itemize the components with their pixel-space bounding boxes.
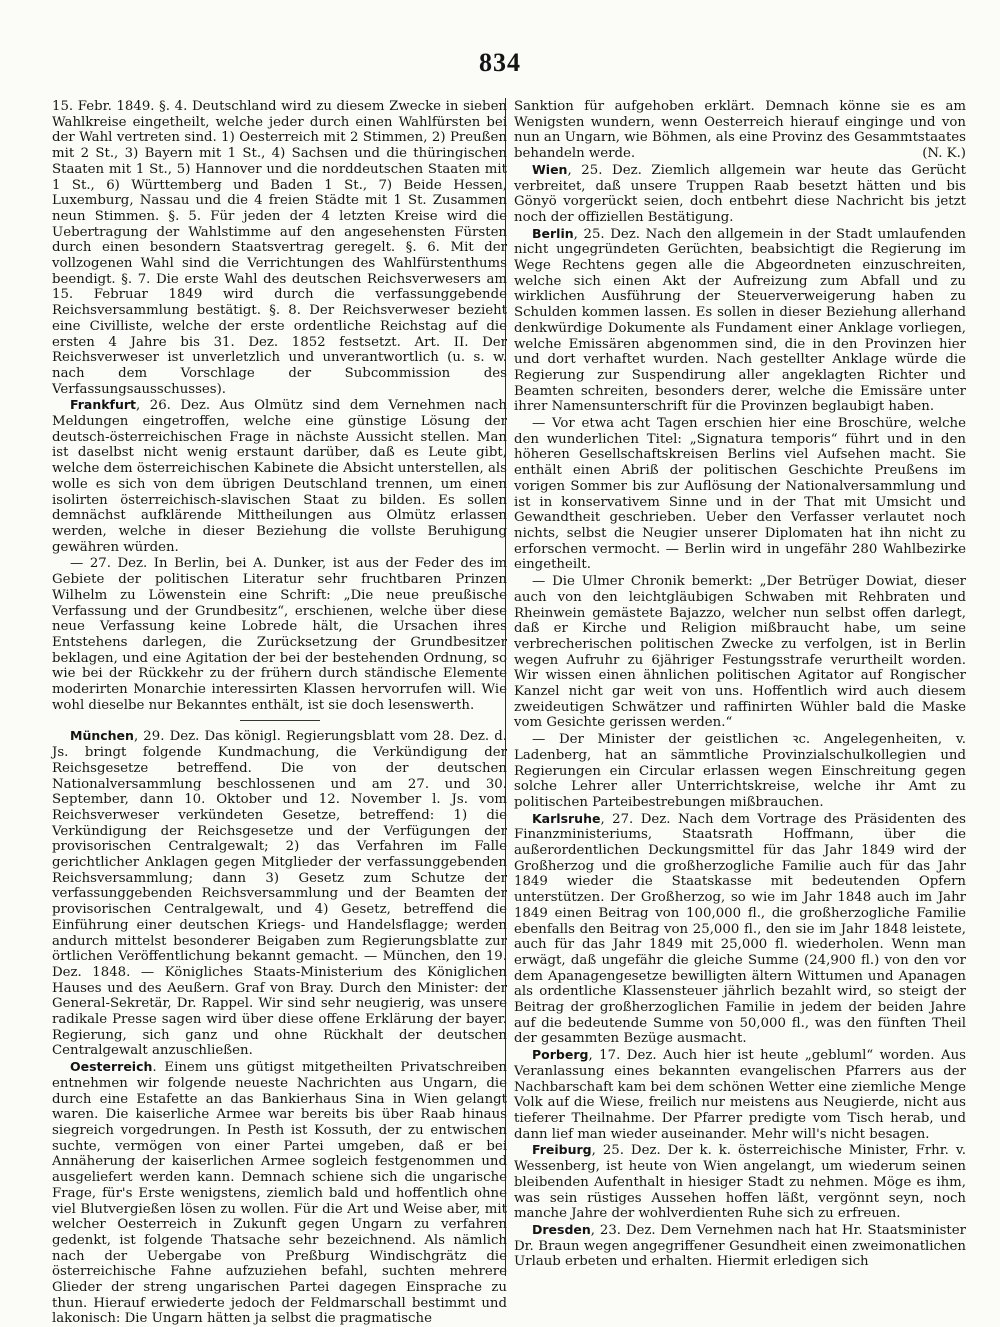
article-paragraph: 15. Febr. 1849. §. 4. Deutschland wird zu diesem Zwecke in sieben Wahlkreise eingetheilt, welche jeder durch einen Wahlfürsten bei der Wahl vertreten sind. 1) Oesterreich mit 2 Stimmen, 2) Preußen mit 2 St., 3) Bayern mit 1 St., 4) Sachsen und die thüringischen Staaten mit 1 St., 5) Hannover und die norddeutschen Staaten mit 1 St., 6) Württemberg und Baden 1 St., 7) Beide Hessen, Luxemburg, Nassau und die 4 freien Städte mit 1 St. Zusammen neun Stimmen. §. 5. Für jeden der 4 letzten Kreise wird die Uebertragung der Wahlstimme auf den angesehensten Fürsten durch einen besondern Staatsvertrag geregelt. §. 6. Mit der vollzogenen Wahl sind die Verrichtungen des Wahlfürstenthums beendigt. §. 7. Die erste Wahl des deutschen Reichsverwesers am 15. Februar 1849 wird durch die verfassunggebende Reichsversammlung bestätigt. §. 8. Der Reichsverweser bezieht eine Civilliste, welche der erste ordentliche Reichstag auf die ersten 4 Jahre bis 31. Dez. 1852 festsetzt. Art. II. Der Reichsverweser ist unverletzlich und unverantwortlich (u. s. w. nach dem Vorschlage der Subcommission des Verfassungsausschusses).: [52, 99, 507, 397]
article-paragraph: Dresden, 23. Dez. Dem Vernehmen nach hat Hr. Staatsminister Dr. Braun wegen angegriffener Gesundheit einen zweimonatlichen Urlaub erbeten und erhalten. Hiermit erledigen sich: [514, 1221, 966, 1270]
article-paragraph: Freiburg, 25. Dez. Der k. k. österreichische Minister, Frhr. v. Wessenberg, ist heute von Wien angelangt, um wiederum seinen bleibenden Aufenthalt in hiesiger Stadt zu nehmen. Möge es ihm, was sein rüstiges Aussehen hoffen läßt, vergönnt seyn, noch manche Jahre der wohlverdienten Ruhe sich zu erfreuen.: [514, 1142, 966, 1222]
article-paragraph: — Die Ulmer Chronik bemerkt: „Der Betrüger Dowiat, dieser auch von den leichtgläubigen Schwaben mit Rehbraten und Rheinwein gemästete Bajazzo, welcher nun selbst offen darlegt, daß er Kirche und Religion mißbraucht habe, um seine verbrecherischen politischen Zwecke zu verfolgen, ist in Berlin wegen Aufruhr zu 6jähriger Festungsstrafe verurtheilt worden. Wir wissen einen ähnlichen politischen Agitator auf Rongischer Kanzel nicht gar weit von uns. Hoffentlich wird auch diesem zweideutigen Schwätzer und raffinirten Wühler bald die Maske vom Gesichte gerissen werden.“: [514, 574, 966, 731]
dateline: Wien: [532, 161, 568, 177]
article-paragraph: Wien, 25. Dez. Ziemlich allgemein war heute das Gerücht verbreitet, daß unsere Truppen Raab besetzt hätten und bis Gönyö vorgerückt seien, doch entbehrt diese Nachricht bis jetzt noch der offiziellen Bestätigung.: [514, 161, 966, 225]
dateline: Berlin: [532, 225, 574, 241]
dateline: Frankfurt: [70, 397, 137, 413]
article-paragraph: Frankfurt, 26. Dez. Aus Olmütz sind dem Vernehmen nach Meldungen eingetroffen, welche eine günstige Lösung der deutsch-österreichischen Frage in nächste Aussicht stellen. Man ist daselbst nicht wenig erstaunt darüber, daß es Leute gibt, welche dem österreichischen Kabinete die Absicht unterstellen, als wolle es sich von dem übrigen Deutschland trennen, um einen isolirten österreichisch-slavischen Staat zu bilden. Es sollen demnächst aufklärende Mittheilungen aus Olmütz erlassen werden, welche in dieser Beziehung die vollste Beruhigung gewähren würden.: [52, 397, 507, 555]
article-paragraph: Porberg, 17. Dez. Auch hier ist heute „gebluml“ worden. Aus Veranlassung eines bekannten evangelischen Pfarrers aus der Nachbarschaft kam bei dem schönen Wetter eine ziemliche Menge Volk auf die Wiese, freilich nur meistens aus Neugierde, nicht aus tieferer Theilnahme. Der Pfarrer predigte vom Tisch herab, und dann lief man wieder auseinander. Mehr will's nicht besagen.: [514, 1047, 966, 1142]
article-paragraph: Oesterreich. Einem uns gütigst mitgetheilten Privatschreiben entnehmen wir folgende neueste Nachrichten aus Ungarn, die durch eine Estafette an das Bankierhaus Sina in Wien gelangt waren. Die kaiserliche Armee war bereits bis über Raab hinaus siegreich vorgedrungen. In Pesth ist Kossuth, der zu entwischen suchte, vermögen von einer Partei umgeben, daß er bei Annäherung der kaiserlichen Armee sogleich festgenommen und ausgeliefert werden kann. Demnach schiene sich die ungarische Frage, für's Erste wenigstens, ziemlich bald und hoffentlich ohne viel Blutvergießen lösen zu wollen. Für die Art und Weise aber, mit welcher Oesterreich in Zukunft gegen Ungarn zu verfahren gedenkt, ist folgende Thatsache sehr bezeichnend. Als nämlich nach der Uebergabe von Preßburg Windischgrätz die österreichische Fahne aufzuziehen befahl, suchten mehrere Glieder der streng ungarischen Partei dagegen Einsprache zu thun. Hierauf erwiederte jedoch der Feldmarschall bestimmt und lakonisch: Die Ungarn hätten ja selbst die pragmatische: [52, 1059, 507, 1327]
article-paragraph: München, 29. Dez. Das königl. Regierungsblatt vom 28. Dez. d. Js. bringt folgende Kundmachung, die Verkündigung der Reichsgesetze betreffend. Die von der deutschen Nationalversammlung beschlossenen und am 27. und 30. September, dann 10. Oktober und 12. November l. Js. vom Reichsverweser verkündeten Gesetze, betreffend: 1) die Verkündigung der Reichsgesetze und der Verfügungen der provisorischen Centralgewalt; 2) das Verfahren im Falle gerichtlicher Anklagen gegen Mitglieder der verfassunggebenden Reichsversammlung; dann 3) Gesetz zum Schutze der verfassunggebenden Reichsversammlung und der Beamten der provisorischen Centralgewalt, und 4) Gesetz, betreffend die Einführung einer deutschen Kriegs- und Handelsflagge; werden andurch mittelst besonderer Beigaben zum Regierungsblatte zur örtlichen Veröffentlichung bekannt gemacht. — München, den 19. Dez. 1848. — Königliches Staats-Ministerium des Königlichen Hauses und des Aeußern. Graf von Bray. Durch den Minister: der General-Sekretär, Dr. Rappel. Wir sind sehr neugierig, was unsere radikale Presse sagen wird über diese offene Erklärung der bayer. Regierung, sich ganz und ohne Rückhalt der deutschen Centralgewalt anzuschließen.: [52, 728, 507, 1059]
dateline: Oesterreich: [70, 1059, 153, 1075]
dateline: Freiburg: [532, 1142, 592, 1158]
article-paragraph: Karlsruhe, 27. Dez. Nach dem Vortrage des Präsidenten des Finanzministeriums, Staatsrath Hoffmann, über die außerordentlichen Deckungsmittel für das Jahr 1849 wird der Großherzog und die großherzogliche Familie auch für das Jahr 1849 wieder die Staatskasse mit bedeutenden Opfern unterstützen. Der Großherzog, so wie im Jahr 1848 auch im Jahr 1849 einen Beitrag von 100,000 fl., die großherzogliche Familie ebenfalls den Beitrag von 25,000 fl., den sie im Jahr 1848 leistete, auch für das Jahr 1849 mit 25,000 fl. wiederholen. Wenn man erwägt, daß ungefähr die gleiche Summe (24,900 fl.) von den vor dem Apanagengesetze bewilligten ältern Wittumen und Apanagen als ordentliche Klassensteuer jährlich bezahlt wird, so steigt der Beitrag der großherzoglichen Familie in jedem der beiden Jahre auf die bedeutende Summe von 50,000 fl., was den fünften Theil der gesammten Bezüge ausmacht.: [514, 810, 966, 1047]
dateline: Porberg: [532, 1047, 589, 1063]
dateline: Dresden: [532, 1221, 591, 1237]
article-paragraph: — Der Minister der geistlichen ꝛc. Angelegenheiten, v. Ladenberg, hat an sämmtliche Provinzialschulkollegien und Regierungen ein Circular erlassen wegen Einschreitung gegen solche Lehrer aller Unterrichtskreise, welche ihr Amt zu politischen Parteibestrebungen mißbrauchen.: [514, 732, 966, 810]
article-paragraph: — 27. Dez. In Berlin, bei A. Dunker, ist aus der Feder des im Gebiete der politischen Literatur sehr fruchtbaren Prinzen Wilhelm zu Löwenstein eine Schrift: „Die neue preußische Verfassung und der Grundbesitz“, erschienen, welche über diese neue Verfassung keine Lobrede hält, die Ursachen ihres Entstehens darlegen, die Zurücksetzung der Grundbesitzer beklagen, und eine Agitation der bei der bestehenden Ordnung, so wie bei der Rückkehr zu der frühern durch ständische Elemente moderirten Monarchie interessirten Klassen hervorrufen will. Wie wohl dieselbe nur Bekanntes enthält, ist sie doch lesenswerth.: [52, 556, 507, 713]
article-paragraph: — Vor etwa acht Tagen erschien hier eine Broschüre, welche den wunderlichen Titel: „Signatura temporis“ führt und in den höheren Gesellschaftskreisen Berlins viel Aufsehen macht. Sie enthält einen Abriß der politischen Geschichte Preußens im vorigen Sommer bis zur Auflösung der Nationalversammlung und ist in konservativem Sinne und in der That mit Umsicht und Gewandtheit geschrieben. Ueber den Verfasser verlautet noch nichts, selbst die Neugier unserer Diplomaten hat ihn nicht zu erforschen vermocht. — Berlin wird in ungefähr 280 Wahlbezirke eingetheilt.: [514, 416, 966, 573]
source-signature: (N. K.): [922, 146, 966, 162]
article-paragraph: Berlin, 25. Dez. Nach den allgemein in der Stadt umlaufenden nicht ungegründeten Gerüchten, beabsichtigt die Regierung im Wege Rechtens gegen alle die Abgeordneten einzuschreiten, welche sich einen Akt der Aufreizung zum Abfall und zu wirklichen Ausführung der Steuerverweigerung haben zu Schulden kommen lassen. Es sollen in dieser Beziehung allerhand denkwürdige Dokumente als Fundament einer Anklage vorliegen, welche Emissären abgenommen sind, die in den Provinzen hier und dort verhaftet wurden. Nach gestellter Anklage würde die Regierung zur Suspendirung aller angeklagten Richter und Beamten schreiten, besonders derer, welche die Emissäre unter ihrer Namensunterschrift für die Provinzen beglaubigt haben.: [514, 225, 966, 415]
dateline: München: [70, 728, 134, 744]
page-number: 834: [479, 48, 521, 77]
dateline: Karlsruhe: [532, 810, 601, 826]
left-column: [52, 98, 507, 1327]
section-separator: [240, 720, 320, 721]
right-column: [514, 98, 966, 1288]
article-paragraph: Sanktion für aufgehoben erklärt. Demnach könne sie es am Wenigsten wundern, wenn Oesterreich hierauf einginge und von nun an Ungarn, wie Böhmen, als eine Provinz des Gesammtstaates behandeln werde. (N. K.): [514, 99, 966, 162]
